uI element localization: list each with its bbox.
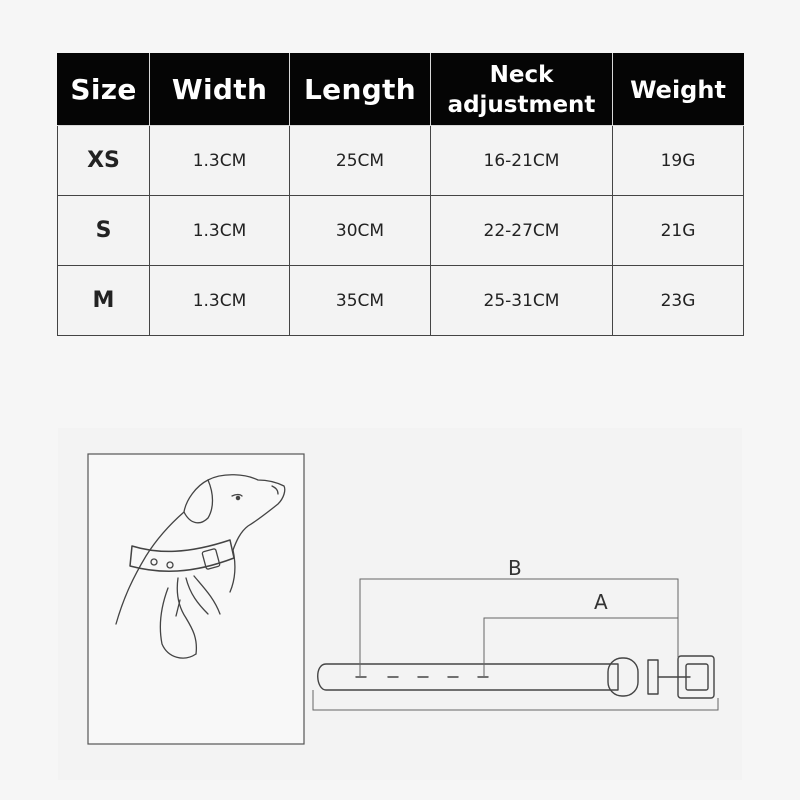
header-length: Length <box>290 54 431 126</box>
cell-length: 30CM <box>290 196 431 266</box>
dimension-label-a: A <box>594 590 608 614</box>
cell-length: 35CM <box>290 266 431 336</box>
collar-diagram <box>58 428 742 780</box>
header-width: Width <box>150 54 290 126</box>
cell-neck: 22-27CM <box>431 196 613 266</box>
cell-weight: 23G <box>613 266 744 336</box>
cell-length: 25CM <box>290 126 431 196</box>
cell-size: M <box>58 266 150 336</box>
collar-illustration-panel <box>58 428 742 780</box>
table-row <box>58 266 744 336</box>
cell-width: 1.3CM <box>150 196 290 266</box>
size-chart-table <box>57 53 744 336</box>
header-neck-line1: Neck <box>489 61 554 88</box>
cell-neck: 16-21CM <box>431 126 613 196</box>
cell-size: S <box>58 196 150 266</box>
header-weight: Weight <box>613 54 744 126</box>
cell-weight: 21G <box>613 196 744 266</box>
cell-size: XS <box>58 126 150 196</box>
cell-width: 1.3CM <box>150 266 290 336</box>
cell-weight: 19G <box>613 126 744 196</box>
header-size: Size <box>58 54 150 126</box>
header-neck-line2: adjustment <box>447 91 596 118</box>
collar-side-view-icon <box>318 656 714 698</box>
table-row <box>58 126 744 196</box>
dimension-label-b: B <box>508 556 522 580</box>
table-row <box>58 196 744 266</box>
header-neck-adjustment <box>431 54 613 126</box>
table-header-row <box>58 54 744 126</box>
cell-width: 1.3CM <box>150 126 290 196</box>
cell-neck: 25-31CM <box>431 266 613 336</box>
